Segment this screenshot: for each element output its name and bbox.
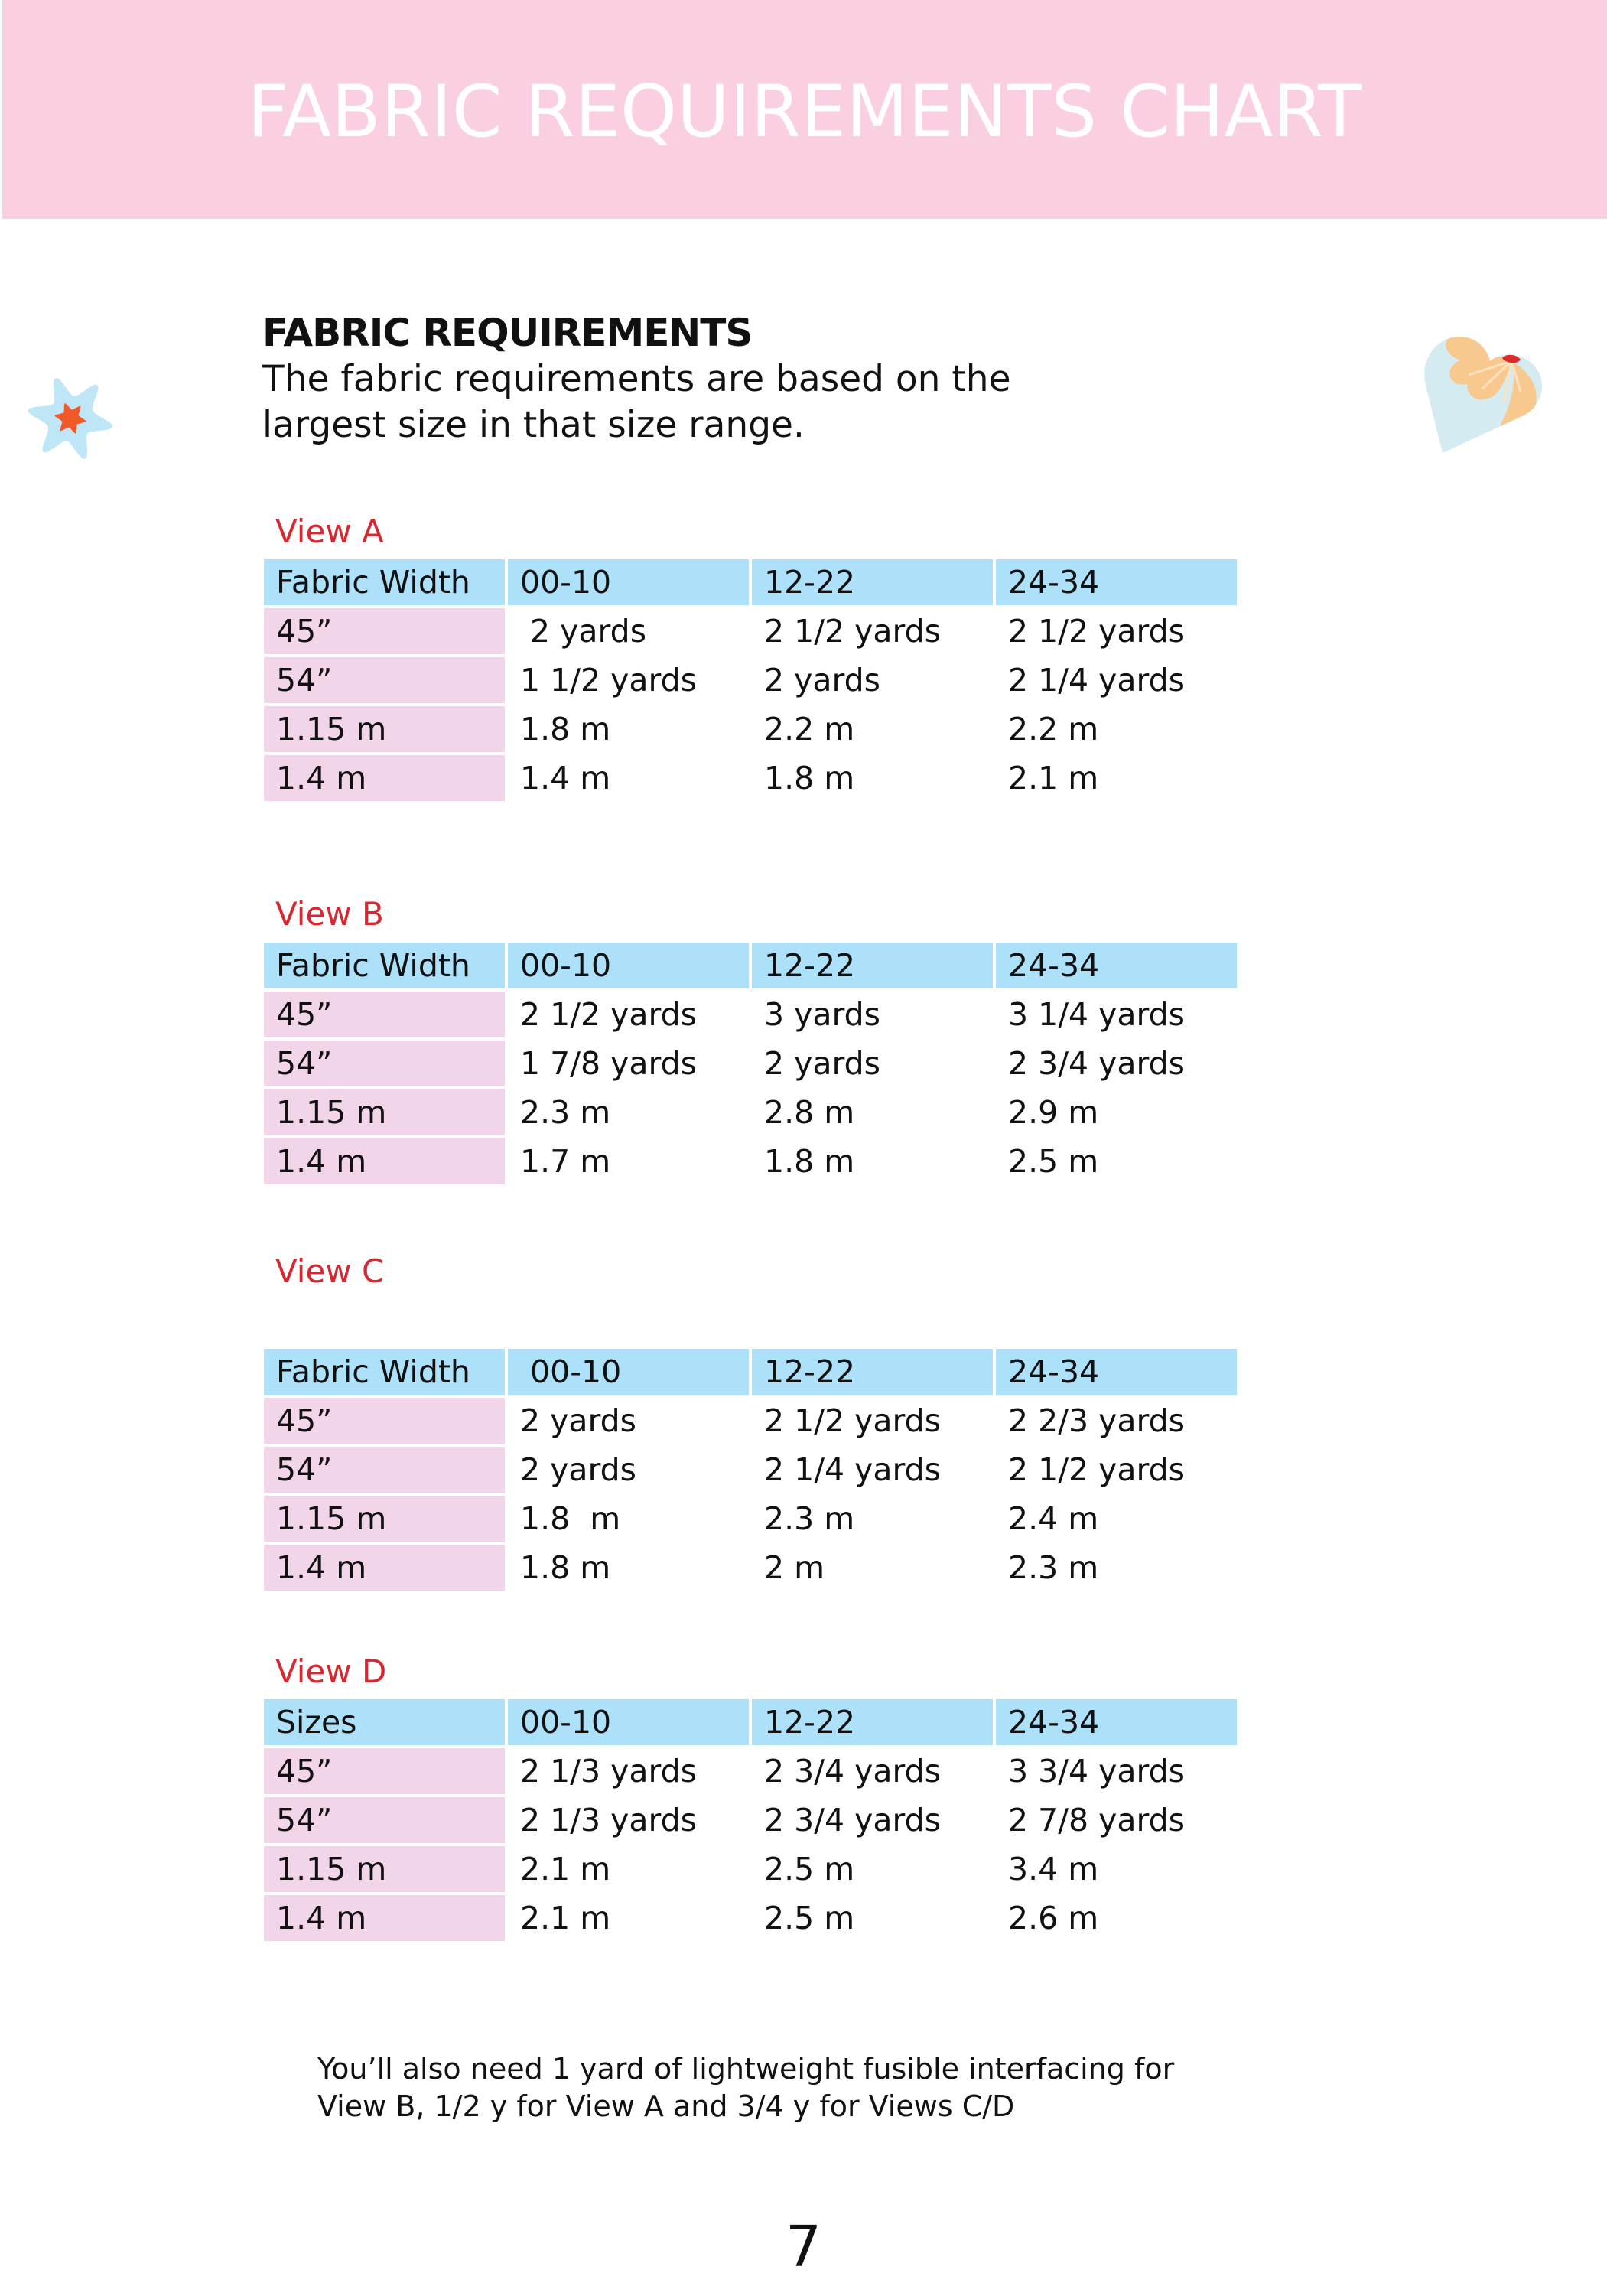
table-row <box>264 1545 1237 1591</box>
row-label-cell: 54” <box>264 1447 505 1493</box>
row-label-cell: 54” <box>264 1041 505 1086</box>
table-row <box>264 1797 1237 1843</box>
view-a-label: View A <box>275 513 384 550</box>
row-label-cell: 1.4 m <box>264 755 505 801</box>
table-cell: 3 3/4 yards <box>1008 1753 1186 1790</box>
row-label-cell: 1.15 m <box>264 1846 505 1892</box>
table-cell: 2 1/2 yards <box>764 1402 942 1439</box>
table-cell: 2 3/4 yards <box>764 1802 942 1838</box>
header-cell: 00-10 <box>508 1699 749 1745</box>
table-cell: 2.9 m <box>1008 1094 1099 1131</box>
table-cell: 2.1 m <box>520 1851 611 1887</box>
table-cell: 2 m <box>764 1549 825 1586</box>
table-cell: 2.1 m <box>520 1900 611 1936</box>
table-cell: 2 yards <box>520 1451 637 1488</box>
header-cell: 24-34 <box>996 943 1237 988</box>
page-number: 7 <box>785 2214 822 2280</box>
table-cell: 1.8 m <box>520 711 611 747</box>
star-icon <box>23 372 118 465</box>
header-cell: 12-22 <box>752 1699 993 1745</box>
view-d-label: View D <box>275 1653 387 1690</box>
table-cell: 2.3 m <box>520 1094 611 1131</box>
table-cell: 2 yards <box>520 1402 637 1439</box>
table-cell: 2 3/4 yards <box>1008 1045 1186 1082</box>
header-cell: 00-10 <box>508 559 749 605</box>
header-cell: Fabric Width <box>264 559 505 605</box>
view-c-label: View C <box>275 1252 385 1290</box>
view-c-table <box>264 1349 1237 1594</box>
table-cell: 2 1/2 yards <box>520 996 698 1033</box>
footnote-line-1: You’ll also need 1 yard of lightweight fusible interfacing for <box>317 2052 1175 2086</box>
table-cell: 2 1/2 yards <box>1008 613 1186 650</box>
table-cell: 2 yards <box>764 662 881 699</box>
row-label-cell: 54” <box>264 1797 505 1843</box>
header-cell: 24-34 <box>996 1349 1237 1395</box>
table-cell: 2 1/4 yards <box>1008 662 1186 699</box>
table-cell: 1.7 m <box>520 1143 611 1180</box>
intro-text-line-2: largest size in that size range. <box>262 404 805 446</box>
table-cell: 2.5 m <box>764 1900 855 1936</box>
table-cell: 1 1/2 yards <box>520 662 698 699</box>
table-row <box>264 755 1237 801</box>
table-row <box>264 1398 1237 1444</box>
table-row <box>264 608 1237 654</box>
table-row <box>264 1447 1237 1493</box>
table-cell: 2 1/4 yards <box>764 1451 942 1488</box>
table-cell: 3 1/4 yards <box>1008 996 1186 1033</box>
table-cell: 2 2/3 yards <box>1008 1402 1186 1439</box>
header-cell: Sizes <box>264 1699 505 1745</box>
table-cell: 2 1/2 yards <box>764 613 942 650</box>
interfacing-note <box>317 2050 1312 2125</box>
table-cell: 1 7/8 yards <box>520 1045 698 1082</box>
header-cell: 00-10 <box>508 943 749 988</box>
section-heading: FABRIC REQUIREMENTS <box>262 311 753 355</box>
intro-section <box>262 309 1104 448</box>
table-cell: 2.3 m <box>1008 1549 1099 1586</box>
header-cell: 24-34 <box>996 1699 1237 1745</box>
table-header-row <box>264 1699 1237 1745</box>
table-header-row <box>264 1349 1237 1395</box>
intro-text-line-1: The fabric requirements are based on the <box>262 358 1011 400</box>
view-b-table <box>264 943 1237 1187</box>
table-cell: 2 3/4 yards <box>764 1753 942 1790</box>
header-cell: 12-22 <box>752 1349 993 1395</box>
table-cell: 2 1/3 yards <box>520 1802 698 1838</box>
table-header-row <box>264 559 1237 605</box>
row-label-cell: 1.4 m <box>264 1138 505 1184</box>
table-cell: 2 1/2 yards <box>1008 1451 1186 1488</box>
table-cell: 2.1 m <box>1008 760 1099 796</box>
table-cell: 2.5 m <box>1008 1143 1099 1180</box>
table-cell: 2 yards <box>520 613 647 650</box>
view-d-table <box>264 1699 1237 1944</box>
table-cell: 1.4 m <box>520 760 611 796</box>
header-cell: 12-22 <box>752 943 993 988</box>
table-row <box>264 1041 1237 1086</box>
table-cell: 2 1/3 yards <box>520 1753 698 1790</box>
page-title: FABRIC REQUIREMENTS CHART <box>247 70 1362 154</box>
table-row <box>264 1895 1237 1941</box>
heart-flower-icon <box>1421 331 1548 458</box>
table-row <box>264 1748 1237 1794</box>
header-cell: Fabric Width <box>264 943 505 988</box>
header-cell: 12-22 <box>752 559 993 605</box>
row-label-cell: 1.15 m <box>264 1496 505 1542</box>
header-band <box>2 0 1607 219</box>
table-cell: 2.5 m <box>764 1851 855 1887</box>
table-cell: 1.8 m <box>764 760 855 796</box>
table-row <box>264 1089 1237 1135</box>
table-cell: 2 7/8 yards <box>1008 1802 1186 1838</box>
row-label-cell: 54” <box>264 657 505 703</box>
table-row <box>264 706 1237 752</box>
row-label-cell: 1.4 m <box>264 1545 505 1591</box>
table-cell: 2.6 m <box>1008 1900 1099 1936</box>
row-label-cell: 45” <box>264 992 505 1037</box>
table-cell: 2.3 m <box>764 1500 855 1537</box>
row-label-cell: 45” <box>264 608 505 654</box>
table-cell: 2.2 m <box>764 711 855 747</box>
row-label-cell: 45” <box>264 1748 505 1794</box>
header-cell: 00-10 <box>508 1349 749 1395</box>
row-label-cell: 1.15 m <box>264 706 505 752</box>
table-cell: 2.2 m <box>1008 711 1099 747</box>
table-cell: 1.8 m <box>520 1500 621 1537</box>
table-row <box>264 657 1237 703</box>
table-cell: 2.8 m <box>764 1094 855 1131</box>
table-cell: 2 yards <box>764 1045 881 1082</box>
table-row <box>264 1496 1237 1542</box>
table-cell: 3.4 m <box>1008 1851 1099 1887</box>
header-cell: 24-34 <box>996 559 1237 605</box>
view-a-table <box>264 559 1237 804</box>
table-row <box>264 992 1237 1037</box>
footnote-line-2: View B, 1/2 y for View A and 3/4 y for Views C/D <box>317 2089 1015 2123</box>
view-b-label: View B <box>275 895 384 933</box>
table-row <box>264 1846 1237 1892</box>
row-label-cell: 1.4 m <box>264 1895 505 1941</box>
table-row <box>264 1138 1237 1184</box>
table-cell: 2.4 m <box>1008 1500 1099 1537</box>
row-label-cell: 1.15 m <box>264 1089 505 1135</box>
table-cell: 1.8 m <box>520 1549 611 1586</box>
table-cell: 1.8 m <box>764 1143 855 1180</box>
table-header-row <box>264 943 1237 988</box>
header-cell: Fabric Width <box>264 1349 505 1395</box>
row-label-cell: 45” <box>264 1398 505 1444</box>
table-cell: 3 yards <box>764 996 881 1033</box>
